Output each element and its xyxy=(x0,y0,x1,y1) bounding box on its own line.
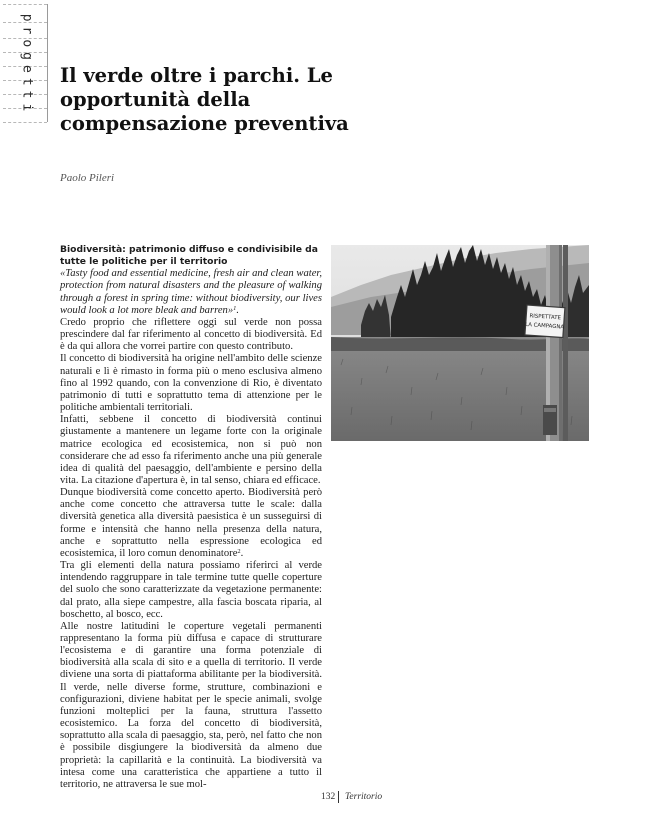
body-column xyxy=(60,244,322,791)
svg-text:LA CAMPAGNA: LA CAMPAGNA xyxy=(524,321,565,331)
section-tab xyxy=(3,4,47,122)
journal-name: Territorio xyxy=(345,792,383,802)
body-paragraph: Credo proprio che riflettere oggi sul verde non possa prescindere dal far riferimento al concetto di biodiversità. Ed è da qui allora che vorrei partire con questo contributo. xyxy=(60,316,322,353)
landscape-photo xyxy=(331,245,589,441)
body-paragraph: Il concetto di biodiversità ha origine nell'ambito delle scienze naturali e lì è rimasto in forma più o meno esclusiva almeno fino al 1992 quando, con la convenzione di Rio, è diventato patrimonio di tutti e soprattutto tema di attenzione per le politiche ambientali territoriali. xyxy=(60,353,322,414)
body-paragraph: Dunque biodiversità come concetto aperto. Biodiversità però anche come concetto che attraversa tutte le scale: dalla diversità genetica alla diversità paesistica è un susseguirsi di forme e intensità che hanno nella presenza della natura, anche e soprattutto nella espressione ecologica ed ecosistemica, il loro comun denominatore$^2$. xyxy=(60,487,322,559)
section-label: progetti xyxy=(19,13,35,117)
section-heading: Biodiversità: patrimonio diffuso e condivisibile da tutte le politiche per il territorio xyxy=(60,244,318,268)
body-paragraph: Infatti, sebbene il concetto di biodiversità continui giustamente a mantenere un legame forte con la originale matrice ecologica ed ecosistemica, non si può non considerare che ad esso fa riferimento anche una più generale idea di qualità del paesaggio, dell'ambiente e persino della vita. La citazione d'apertura è, in tal senso, chiara ed efficace. xyxy=(60,414,322,486)
body-paragraph: Alle nostre latitudini le coperture vegetali permanenti rappresentano la forma più diffusa e capace di strutturare l'ecosistema e di garantire una forma potenziale di biodiversità alla scala di sito e a quella di territorio. Il verde diviene una sorta di piattaforma abilitante per la biodiversità. Il verde, nelle diverse forme, strutture, combinazioni e configurazioni, diviene habitat per le specie animali, svolge funzioni molteplici per la fauna, struttura l'assetto ecosistemico. La forza del concetto di biodiversità, soprattutto alla scala di paesaggio, sta, però, nel fatto che non è possibile disgiungere la biodiversità da almeno due proprietà: la capillarità e la continuità. La biodiversità va intesa come una caratteristica che appartiene a tutto il territorio, ne attraversa le sue mol- xyxy=(60,620,322,790)
article-author: Paolo Pileri xyxy=(60,172,115,184)
footer-divider xyxy=(338,791,339,803)
sign-text: RISPETTATE xyxy=(529,313,562,322)
page-number: 132 xyxy=(321,792,336,802)
page-footer xyxy=(0,792,650,806)
footnote-ref-1: 1 xyxy=(233,304,237,312)
body-paragraph: Tra gli elementi della natura possiamo riferirci al verde intendendo raggruppare in tale termine tutte quelle coperture del suolo che sono caratterizzate da vegetazione permanente: dal prato, alla siepe campestre, alla fascia boscata riparia, al boschetto, al bosco, ecc. xyxy=(60,560,322,620)
article-title: Il verde oltre i parchi. Le opportunità della compensazione preventiva xyxy=(60,64,349,135)
opening-quote: «Tasty food and essential medicine, fresh air and clean water, protection from natural disasters and the pleasure of walking through a forest in spring time: without biodiversity, our lives would look a lot more bleak and barren»$^1$. xyxy=(60,268,322,316)
footnote-ref-2: 2 xyxy=(237,547,241,555)
